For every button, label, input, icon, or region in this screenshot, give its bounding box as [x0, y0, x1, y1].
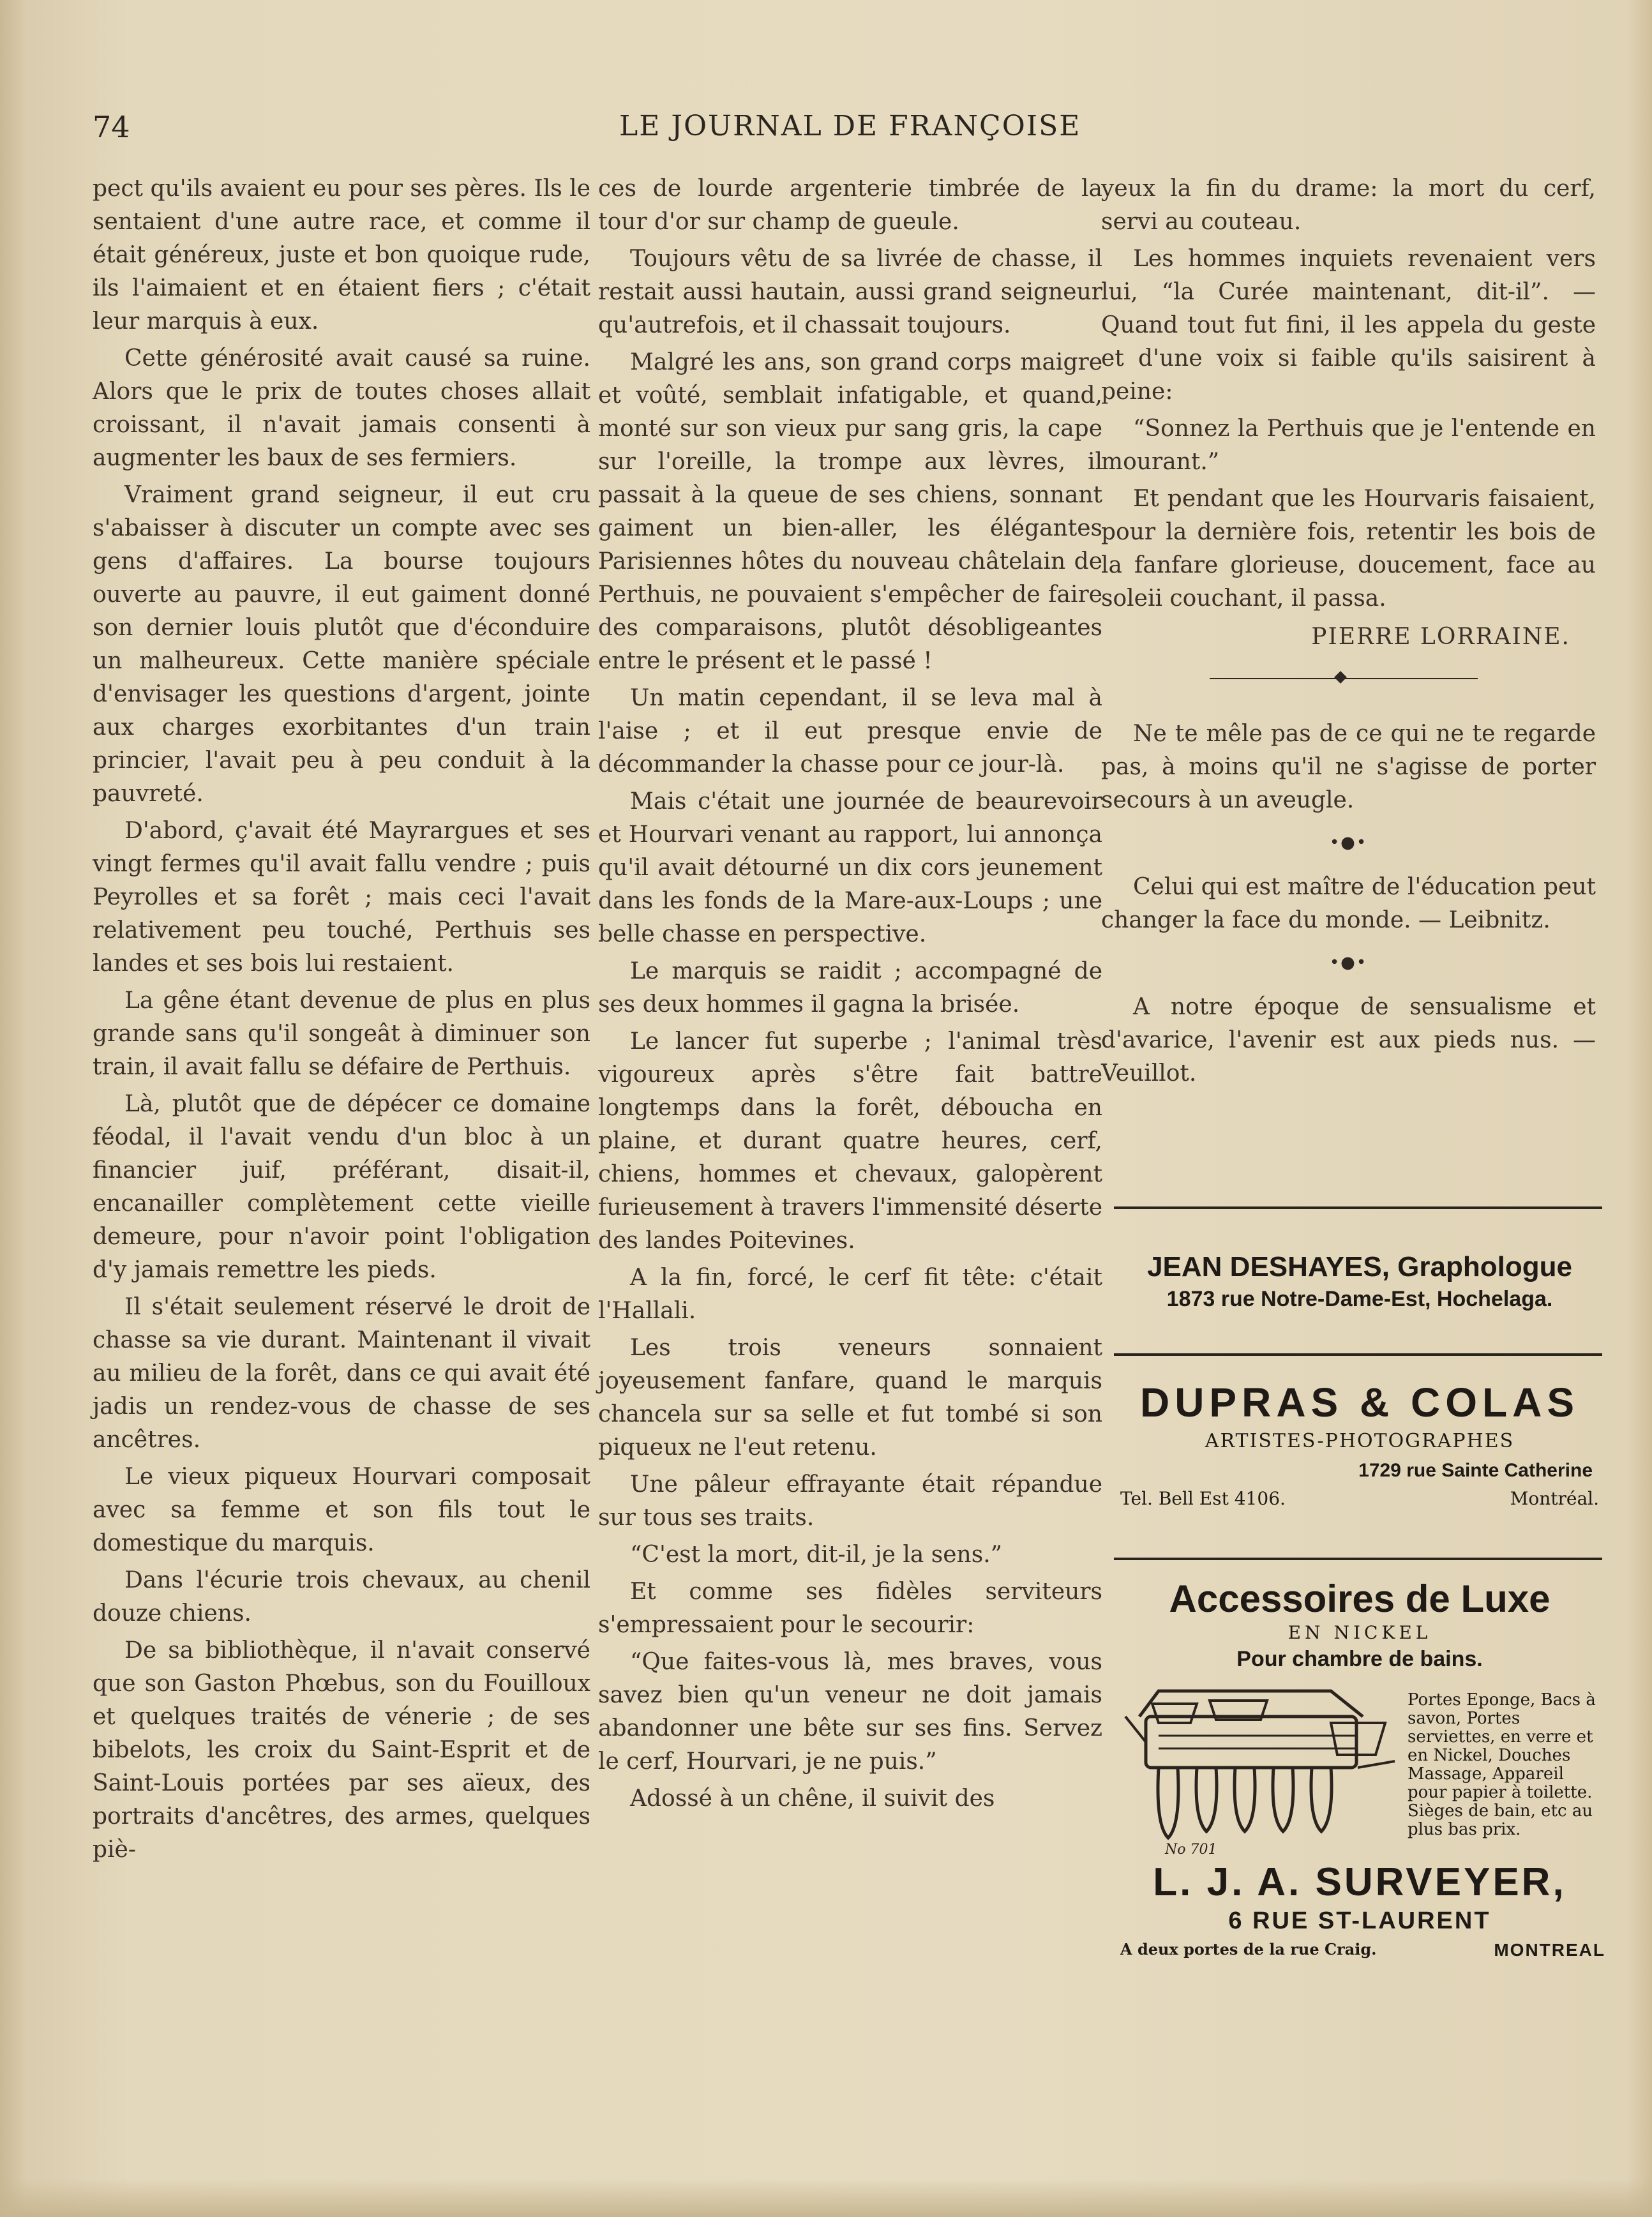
maxim: A notre époque de sensualisme et d'avarice, l'avenir est aux pieds nus. — Veuillot.: [1101, 994, 1596, 1086]
paragraph: Les trois veneurs sonnaient joyeusement fanfare, quand le marquis chancela sur sa selle et fut tombé si son piqueux ne l'eut retenu.: [598, 1335, 1102, 1461]
ad-ax-item-number: No 701: [1165, 1842, 1217, 1857]
journal-title: LE JOURNAL DE FRANÇOISE: [619, 110, 1081, 142]
article-column-3: [1101, 172, 1596, 1094]
ad-divider: [1114, 1206, 1602, 1209]
paragraph: Une pâleur effrayante était répandue sur tous ses traits.: [598, 1471, 1102, 1531]
ad-ax-footer: [1114, 1940, 1605, 1960]
paragraph: La gêne étant devenue de plus en plus grande sans qu'il songeât à diminuer son train, il avait fallu se défaire de Perthuis.: [93, 988, 590, 1080]
ad-bath-accessories: [1114, 1577, 1605, 1960]
paragraph: Cette générosité avait causé sa ruine. Alors que le prix de toutes choses allait croissant, il n'avait jamais consenti à augmenter les baux de ses fermiers.: [93, 345, 590, 471]
ad-dc-name: DUPRAS & COLAS: [1139, 1379, 1580, 1425]
paragraph: Et pendant que les Hourvaris faisaient, pour la dernière fois, retentir les bois de la fanfare glorieuse, doucement, face au soleii couchant, il passa.: [1101, 486, 1596, 612]
paragraph: pect qu'ils avaient eu pour ses pères. Ils le sentaient d'une autre race, et comme il était généreux, juste et bon quoique rude, ils l'aimaient et en étaient fiers ; c'était leur marquis à eux.: [93, 176, 590, 334]
page-number: 74: [93, 110, 130, 144]
paragraph: Dans l'écurie trois chevaux, au chenil douze chiens.: [93, 1567, 590, 1627]
paragraph: “Sonnez la Perthuis que je l'entende en mourant.”: [1101, 416, 1596, 475]
paragraph: Malgré les ans, son grand corps maigre et voûté, semblait infatigable, et quand, monté sur son vieux pur sang gris, la cape sur l'oreille, la trompe aux lèvres, il passait à la queue de ses chiens, sonnant gaiment un bien-aller, les élégantes Parisiennes hôtes du nouveau châtelain de Perthuis, ne pouvaient s'empêcher de faire des comparaisons, plutôt désobligeantes entre le présent et le passé !: [598, 349, 1102, 674]
paragraph: De sa bibliothèque, il n'avait conservé que son Gaston Phœbus, son du Fouilloux et quelques traités de vénerie ; de ses bibelots, les croix du Saint-Esprit et de Saint-Louis portées par ses aïeux, des portraits d'ancêtres, des armes, quelques piè-: [93, 1637, 590, 1863]
paragraph: yeux la fin du drame: la mort du cerf, servi au couteau.: [1101, 176, 1596, 235]
ad-ax-location-note: A deux portes de la rue Craig.: [1120, 1940, 1377, 1958]
paragraph: Le lancer fut superbe ; l'animal très vigoureux après s'être fait battre longtemps dans la forêt, déboucha en plaine, et durant quatre heures, cerf, chiens, hommes et chevaux, galopèrent furieusement à travers l'immensité déserte des landes Poitevines.: [598, 1028, 1102, 1254]
three-dot-ornament-icon: •●•: [1329, 833, 1368, 852]
maxim: Ne te mêle pas de ce qui ne te regarde pas, à moins qu'il ne s'agisse de porter secours à un aveugle.: [1101, 721, 1596, 813]
paragraph: Il s'était seulement réservé le droit de chasse sa vie durant. Maintenant il vivait au milieu de la forêt, dans ce qui avait été jadis un rendez-vous de chasse de ses ancêtres.: [93, 1294, 590, 1453]
ad-ax-body: [1114, 1678, 1605, 1857]
diamond-rule-icon: [1101, 666, 1596, 692]
paragraph: “Que faites-vous là, mes braves, vous savez bien qu'un veneur ne doit jamais abandonner une bête sur ses fins. Servez le cerf, Hourvari, je ne puis.”: [598, 1649, 1102, 1775]
ad-ax-description: Portes Eponge, Bacs à savon, Portes serviettes, en verre et en Nickel, Douches Massage, Appareil pour papier à toilette. Sièges de bain, etc au plus bas prix.: [1408, 1690, 1596, 1839]
ad-dc-footer: [1114, 1488, 1605, 1509]
ad-divider: [1114, 1558, 1602, 1560]
paragraph: Toujours vêtu de sa livrée de chasse, il restait aussi hautain, aussi grand seigneur qu'autrefois, et il chassait toujours.: [598, 246, 1102, 338]
ad-graphologue: [1114, 1251, 1605, 1312]
paper-edge-bottom: [0, 2179, 1652, 2217]
ad-ax-street: 6 RUE ST-LAURENT: [1228, 1907, 1491, 1934]
paragraph: “C'est la mort, dit-il, je la sens.”: [630, 1542, 1003, 1568]
paragraph: Et comme ses fidèles serviteurs s'empressaient pour le secourir:: [598, 1579, 1102, 1638]
paper-edge-left: [0, 0, 26, 2217]
paragraph: Le marquis se raidit ; accompagné de ses deux hommes il gagna la brisée.: [598, 958, 1102, 1018]
paragraph: ces de lourde argenterie timbrée de la tour d'or sur champ de gueule.: [598, 176, 1102, 235]
ad-dc-address: 1729 rue Sainte Catherine: [1358, 1460, 1593, 1481]
ad-ax-headline: Accessoires de Luxe: [1169, 1577, 1551, 1620]
ad-jd-address: 1873 rue Notre-Dame-Est, Hochelaga.: [1166, 1287, 1553, 1311]
paragraph: Mais c'était une journée de beaurevoir et Hourvari venant au rapport, lui annonça qu'il avait détourné un dix cors jeunement dans les fonds de la Mare-aux-Loups ; une belle chasse en perspective.: [598, 788, 1102, 947]
article-column-1: [93, 172, 590, 1870]
maxim: Celui qui est maître de l'éducation peut changer la face du monde. — Leibnitz.: [1101, 874, 1596, 933]
ad-dc-phone: Tel. Bell Est 4106.: [1120, 1488, 1286, 1509]
paragraph: A la fin, forcé, le cerf fit tête: c'était l'Hallali.: [598, 1265, 1102, 1324]
page-header: [93, 110, 1612, 148]
paragraph: Adossé à un chêne, il suivit des: [630, 1785, 995, 1812]
ad-dc-subtitle: ARTISTES-PHOTOGRAPHES: [1205, 1430, 1515, 1452]
ad-ax-brand: L. J. A. SURVEYER,: [1153, 1860, 1566, 1904]
ad-divider: [1114, 1353, 1602, 1356]
paragraph: Là, plutôt que de dépécer ce domaine féodal, il l'avait vendu d'un bloc à un financier juif, préférant, disait-il, encanailler complètement cette vieille demeure, pour n'avoir point l'obligation d'y jamais remettre les pieds.: [93, 1091, 590, 1283]
article-column-2: [598, 172, 1102, 1819]
rule-diamond: [1334, 671, 1347, 684]
paragraph: Vraiment grand seigneur, il eut cru s'abaisser à discuter un compte avec ses gens d'affaires. La bourse toujours ouverte au pauvre, il eut gaiment donné son dernier louis plutôt que d'éconduire un malheureux. Cette manière spéciale d'envisager les questions d'argent, jointe aux charges exorbitantes d'un train princier, l'avait peu à peu conduit à la pauvreté.: [93, 482, 590, 807]
author-signature: PIERRE LORRAINE.: [1311, 624, 1570, 650]
ad-ax-subtitle: Pour chambre de bains.: [1236, 1647, 1483, 1671]
ad-dc-city: Montréal.: [1510, 1488, 1599, 1509]
ad-photographers: [1114, 1379, 1605, 1509]
three-dot-ornament-icon: •●•: [1329, 953, 1368, 972]
paper-edge-right: [1626, 0, 1652, 2217]
ad-ax-city: MONTREAL: [1494, 1940, 1605, 1960]
paragraph: Le vieux piqueux Hourvari composait avec sa femme et son fils tout le domestique du marquis.: [93, 1464, 590, 1556]
paragraph: D'abord, ç'avait été Mayrargues et ses vingt fermes qu'il avait fallu vendre ; puis Peyrolles et sa forêt ; mais ceci l'avait relativement peu touché, Perthuis ses landes et ses bois lui restaient.: [93, 818, 590, 977]
nickel-soap-rack-illustration: [1120, 1678, 1401, 1857]
paragraph: Les hommes inquiets revenaient vers lui, “la Curée maintenant, dit-il”. — Quand tout fut fini, il les appela du geste et d'une voix si faible qu'ils saisirent à peine:: [1101, 246, 1596, 405]
paragraph: Un matin cependant, il se leva mal à l'aise ; et il eut presque envie de décommander la chasse pour ce jour-là.: [598, 685, 1102, 778]
ad-ax-material: EN NICKEL: [1288, 1622, 1432, 1643]
ad-jd-name: JEAN DESHAYES, Graphologue: [1147, 1251, 1572, 1282]
